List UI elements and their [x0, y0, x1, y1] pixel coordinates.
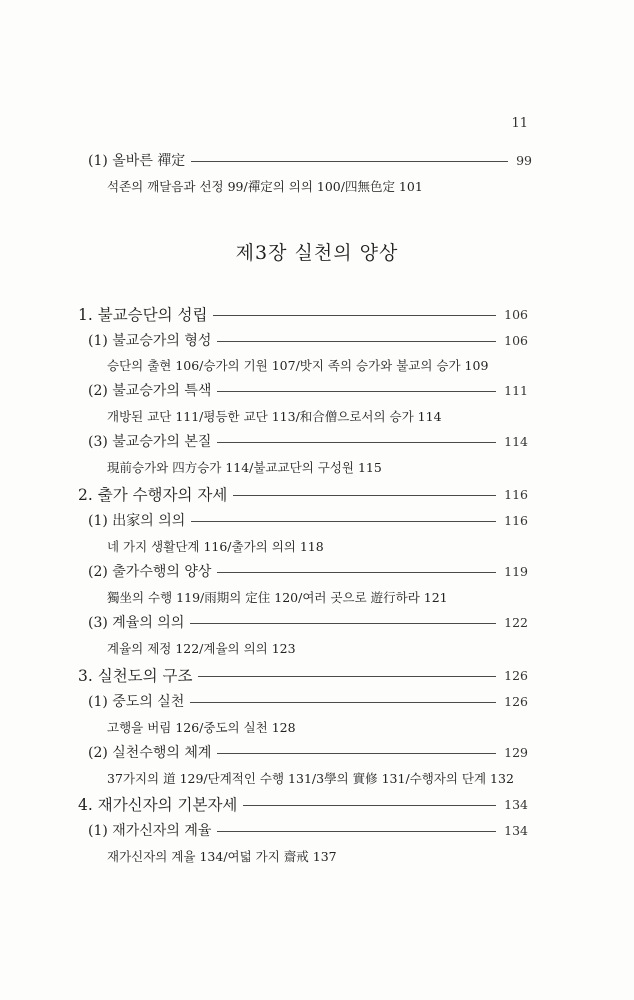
toc-subtopics: 現前승가와 四方승가 114/불교교단의 구성원 115: [107, 460, 382, 475]
toc-entry[interactable]: [88, 150, 532, 170]
toc-entry-page: 122: [504, 614, 528, 630]
toc-section[interactable]: [78, 303, 528, 325]
toc-subtopics: 재가신자의 계율 134/여덟 가지 齋戒 137: [107, 849, 337, 864]
leader-line: [191, 161, 508, 162]
toc-section-label: 3. 실천도의 구조: [78, 667, 193, 685]
toc-entry[interactable]: [88, 510, 528, 530]
toc-subtopics: 석존의 깨달음과 선정 99/禪定의 의의 100/四無色定 101: [107, 179, 423, 194]
toc-entry[interactable]: [88, 330, 528, 350]
toc-section-page: 126: [504, 667, 528, 683]
leader-line: [213, 315, 496, 316]
toc-section[interactable]: [78, 664, 528, 686]
toc-section[interactable]: [78, 793, 528, 815]
leader-line: [198, 676, 496, 677]
toc-subtopics: 獨坐의 수행 119/雨期의 定住 120/여러 곳으로 遊行하라 121: [107, 590, 448, 605]
toc-entry-page: 116: [504, 512, 528, 528]
leader-line: [217, 831, 496, 832]
toc-subtopics: 고행을 버림 126/중도의 실천 128: [107, 720, 296, 735]
toc-subtopics: 네 가지 생활단계 116/출가의 의의 118: [107, 539, 324, 554]
toc-subtopics: 승단의 출현 106/승가의 기원 107/밧지 족의 승가와 불교의 승가 109: [107, 358, 489, 373]
leader-line: [217, 442, 496, 443]
toc-section-page: 116: [504, 486, 528, 502]
toc-entry-page: 119: [504, 563, 528, 579]
toc-entry[interactable]: [88, 612, 528, 632]
leader-line: [217, 753, 496, 754]
leader-line: [191, 521, 496, 522]
toc-entry-page: 111: [504, 382, 528, 398]
toc-entry-label: (1) 중도의 실천: [88, 694, 185, 710]
leader-line: [190, 702, 496, 703]
leader-line: [233, 495, 496, 496]
leader-line: [190, 623, 496, 624]
toc-entry-label: (1) 出家의 의의: [88, 513, 186, 529]
toc-section-page: 134: [504, 796, 528, 812]
leader-line: [217, 341, 496, 342]
chapter-title: 제3장 실천의 양상: [235, 242, 399, 264]
toc-section-page: 106: [504, 306, 528, 322]
toc-entry-page: 114: [504, 433, 528, 449]
toc-entry-page: 129: [504, 744, 528, 760]
leader-line: [243, 805, 496, 806]
toc-entry[interactable]: [88, 820, 528, 840]
toc-section-label: 4. 재가신자의 기본자세: [78, 796, 238, 814]
toc-entry-label: (1) 재가신자의 계율: [88, 823, 212, 839]
toc-section-label: 1. 불교승단의 성립: [78, 306, 208, 324]
page-number: 11: [511, 116, 528, 131]
toc-subtopics: 37가지의 道 129/단계적인 수행 131/3學의 實修 131/수행자의 단계 132: [107, 771, 514, 786]
toc-entry-label: (3) 계율의 의의: [88, 615, 185, 631]
toc-entry-label: (2) 실천수행의 체계: [88, 745, 212, 761]
leader-line: [217, 391, 496, 392]
toc-entry-label: (2) 출가수행의 양상: [88, 564, 212, 580]
toc-entry-label: (1) 올바른 禪定: [88, 153, 186, 169]
toc-entry-page: 134: [504, 822, 528, 838]
toc-entry-label: (1) 불교승가의 형성: [88, 333, 212, 349]
toc-subtopics: 계율의 제정 122/계율의 의의 123: [107, 641, 296, 656]
toc-entry[interactable]: [88, 691, 528, 711]
toc-entry-page: 106: [504, 332, 528, 348]
leader-line: [217, 572, 496, 573]
toc-entry[interactable]: [88, 431, 528, 451]
toc-entry[interactable]: [88, 742, 528, 762]
toc-subtopics: 개방된 교단 111/평등한 교단 113/和合僧으로서의 승가 114: [107, 409, 442, 424]
toc-section-label: 2. 출가 수행자의 자세: [78, 486, 228, 504]
toc-entry-label: (3) 불교승가의 본질: [88, 434, 212, 450]
toc-section[interactable]: [78, 483, 528, 505]
toc-entry-page: 99: [516, 152, 532, 168]
toc-entry-label: (2) 불교승가의 특색: [88, 383, 212, 399]
toc-entry-page: 126: [504, 693, 528, 709]
toc-entry[interactable]: [88, 561, 528, 581]
toc-entry[interactable]: [88, 380, 528, 400]
